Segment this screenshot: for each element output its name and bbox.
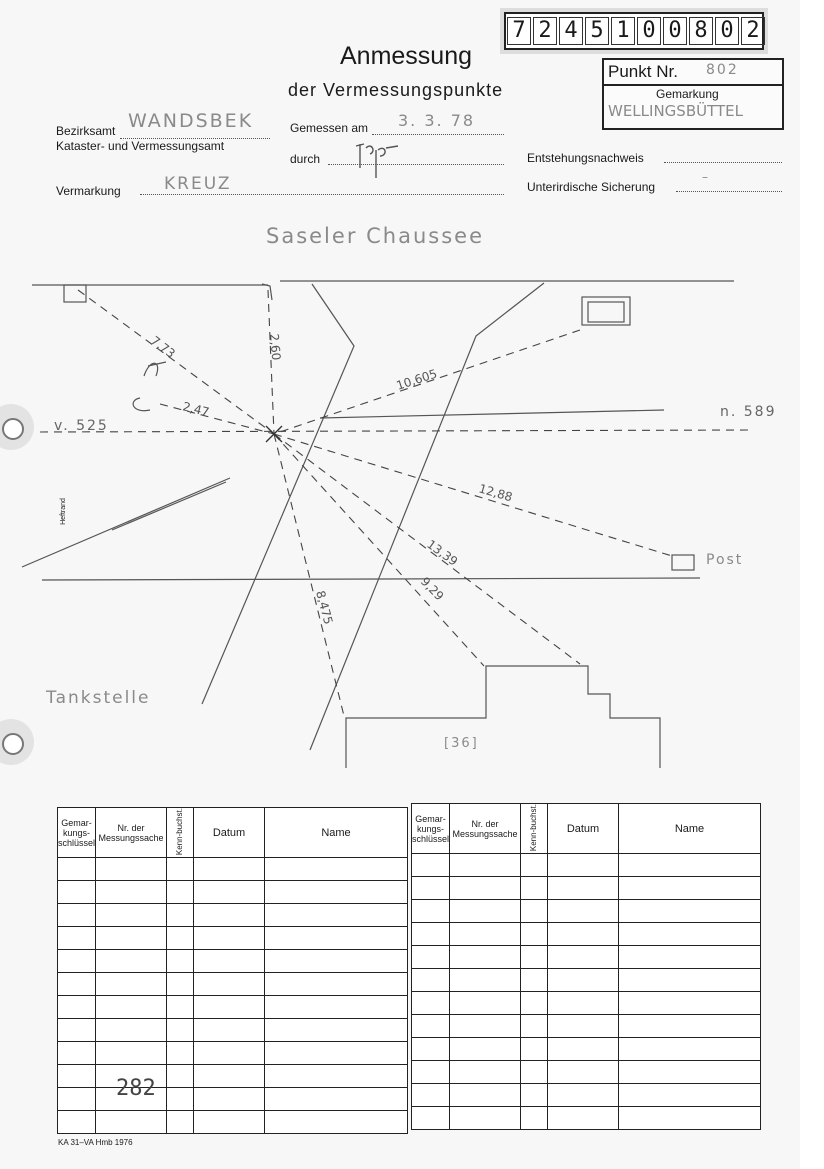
col-key-header: Gemar-kungs-schlüssel	[412, 804, 450, 854]
vermarkung-label: Vermarkung	[56, 184, 121, 198]
table-cell[interactable]	[521, 1061, 548, 1084]
table-cell[interactable]	[96, 881, 167, 904]
table-cell[interactable]	[167, 973, 194, 996]
table-row	[58, 1111, 408, 1134]
table-cell[interactable]	[265, 1088, 408, 1111]
measure-line	[268, 290, 274, 434]
table-cell[interactable]	[194, 1065, 265, 1088]
table-cell[interactable]	[521, 923, 548, 946]
gemarkung-label: Gemarkung	[656, 87, 719, 101]
table-cell[interactable]	[521, 877, 548, 900]
col-name-header: Name	[265, 808, 408, 858]
table-cell[interactable]	[619, 1107, 761, 1130]
table-cell[interactable]	[58, 1065, 96, 1088]
table-cell[interactable]	[548, 923, 619, 946]
table-cell[interactable]	[58, 950, 96, 973]
entstehung-label: Entstehungsnachweis	[527, 151, 644, 165]
table-cell[interactable]	[194, 1088, 265, 1111]
table-cell[interactable]	[412, 923, 450, 946]
table-cell[interactable]	[194, 904, 265, 927]
table-row	[412, 992, 761, 1015]
table-cell[interactable]	[619, 969, 761, 992]
table-cell[interactable]	[412, 1015, 450, 1038]
table-cell[interactable]	[450, 1015, 521, 1038]
road-edge-line	[310, 283, 544, 750]
table-cell[interactable]	[619, 923, 761, 946]
table-cell[interactable]	[450, 1061, 521, 1084]
table-row	[58, 904, 408, 927]
measure-line	[274, 434, 672, 556]
id-digit: 0	[715, 17, 739, 45]
table-cell[interactable]	[265, 1019, 408, 1042]
table-cell[interactable]	[412, 969, 450, 992]
distance-label: 12,88	[477, 481, 515, 505]
post-box-inner	[588, 302, 624, 322]
post-box-shape	[582, 297, 630, 325]
id-digit: 2	[533, 17, 557, 45]
table-cell[interactable]	[619, 1038, 761, 1061]
table-row	[412, 1107, 761, 1130]
from-point-label: v. 525	[54, 418, 109, 434]
col-nr-header: Nr. der Messungssache	[450, 804, 521, 854]
table-cell[interactable]	[548, 1084, 619, 1107]
table-cell[interactable]	[167, 950, 194, 973]
table-cell[interactable]	[450, 992, 521, 1015]
table-row	[412, 969, 761, 992]
table-cell[interactable]	[548, 992, 619, 1015]
table-cell[interactable]	[58, 1019, 96, 1042]
table-cell[interactable]	[265, 1111, 408, 1134]
table-cell[interactable]	[521, 1038, 548, 1061]
durch-label: durch	[290, 152, 321, 166]
table-cell[interactable]	[58, 1042, 96, 1065]
table-row	[412, 854, 761, 877]
id-digit: 5	[585, 17, 609, 45]
measure-line	[160, 404, 274, 434]
measure-line	[274, 434, 344, 716]
tree-symbol	[133, 362, 166, 411]
table-cell[interactable]	[167, 996, 194, 1019]
table-row	[58, 996, 408, 1019]
measure-line	[274, 434, 484, 666]
gemessen-label: Gemessen am	[290, 121, 369, 135]
table-cell[interactable]	[96, 973, 167, 996]
distance-label: 9,29	[417, 574, 447, 604]
table-cell[interactable]	[265, 881, 408, 904]
table-cell[interactable]	[96, 904, 167, 927]
measure-line	[78, 290, 274, 434]
table-row	[58, 1065, 408, 1088]
table-cell[interactable]	[412, 1107, 450, 1130]
building-outline	[346, 666, 660, 768]
table-cell[interactable]	[412, 854, 450, 877]
distance-label: 2,60	[267, 333, 284, 361]
col-kenn-header: Kenn-buchst.	[521, 804, 548, 854]
table-cell[interactable]	[412, 992, 450, 1015]
table-cell[interactable]	[450, 854, 521, 877]
table-cell[interactable]	[58, 973, 96, 996]
to-point-label: n. 589	[720, 404, 777, 420]
table-cell[interactable]	[521, 992, 548, 1015]
col-key-header: Gemar-kungs-schlüssel	[58, 808, 96, 858]
table-cell[interactable]	[194, 1111, 265, 1134]
id-digit: 0	[637, 17, 661, 45]
table-row	[58, 1019, 408, 1042]
form-footer: KA 31–VA Hmb 1976	[58, 1138, 133, 1147]
table-cell[interactable]	[58, 1088, 96, 1111]
table-cell[interactable]	[194, 996, 265, 1019]
table-cell[interactable]	[265, 858, 408, 881]
distance-label: 8,475	[313, 589, 336, 626]
table-cell[interactable]	[548, 946, 619, 969]
building-number: [36]	[444, 736, 479, 751]
table-row	[412, 1015, 761, 1038]
post-label: Post	[706, 552, 744, 568]
table-cell[interactable]	[521, 946, 548, 969]
table-cell[interactable]	[167, 1019, 194, 1042]
table-cell[interactable]	[548, 1107, 619, 1130]
table-cell[interactable]	[167, 858, 194, 881]
table-cell[interactable]	[450, 923, 521, 946]
col-datum-header: Datum	[194, 808, 265, 858]
table-row	[58, 881, 408, 904]
table-cell[interactable]	[265, 950, 408, 973]
table-cell[interactable]	[167, 904, 194, 927]
table-cell[interactable]	[194, 1019, 265, 1042]
edge-line	[22, 478, 230, 567]
table-cell[interactable]	[619, 854, 761, 877]
table-row	[58, 973, 408, 996]
table-cell[interactable]	[450, 946, 521, 969]
distance-label: 7,73	[148, 333, 178, 361]
table-cell[interactable]	[619, 877, 761, 900]
table-cell[interactable]	[619, 946, 761, 969]
table-cell[interactable]	[194, 927, 265, 950]
table-cell[interactable]	[194, 950, 265, 973]
table-cell[interactable]	[96, 950, 167, 973]
distance-label: 13,39	[424, 537, 461, 569]
table-cell[interactable]	[521, 1015, 548, 1038]
bezirksamt-value: WANDSBEK	[128, 110, 254, 132]
table-row	[412, 1038, 761, 1061]
table-cell[interactable]	[412, 877, 450, 900]
table-cell[interactable]	[521, 969, 548, 992]
table-cell[interactable]	[58, 996, 96, 1019]
table-cell[interactable]	[265, 1065, 408, 1088]
table-cell[interactable]	[548, 1061, 619, 1084]
table-cell[interactable]	[619, 1015, 761, 1038]
table-cell[interactable]	[450, 1084, 521, 1107]
kerb-corner	[262, 284, 272, 300]
punkt-label: Punkt Nr.	[608, 62, 678, 81]
table-cell[interactable]	[521, 1084, 548, 1107]
col-nr-header: Nr. der Messungssache	[96, 808, 167, 858]
table-cell[interactable]	[450, 1038, 521, 1061]
table-row	[58, 858, 408, 881]
id-digit: 8	[689, 17, 713, 45]
table-row	[412, 946, 761, 969]
post-marker	[672, 555, 694, 570]
table-cell[interactable]	[167, 1111, 194, 1134]
table-cell[interactable]	[521, 1107, 548, 1130]
col-datum-header: Datum	[548, 804, 619, 854]
gemessen-value: 3. 3. 78	[398, 111, 476, 130]
table-cell[interactable]	[521, 854, 548, 877]
table-row	[58, 950, 408, 973]
table-cell[interactable]	[412, 1061, 450, 1084]
id-digit: 0	[663, 17, 687, 45]
id-digit: 2	[741, 17, 765, 45]
table-cell[interactable]	[58, 881, 96, 904]
table-cell[interactable]	[412, 900, 450, 923]
table-cell[interactable]	[548, 1038, 619, 1061]
table-cell[interactable]	[58, 927, 96, 950]
table-cell[interactable]	[96, 858, 167, 881]
table-cell[interactable]	[265, 996, 408, 1019]
table-cell[interactable]	[619, 900, 761, 923]
table-cell[interactable]	[265, 927, 408, 950]
sicherung-value: –	[702, 170, 710, 184]
table-row	[412, 1084, 761, 1107]
id-digit: 4	[559, 17, 583, 45]
table-cell[interactable]	[548, 877, 619, 900]
table-row	[412, 900, 761, 923]
col-kenn-header: Kenn-buchst.	[167, 808, 194, 858]
heftrand-label: Heftrand	[59, 498, 67, 525]
measure-baseline	[40, 430, 750, 432]
table-cell[interactable]	[548, 1015, 619, 1038]
table-cell[interactable]	[167, 881, 194, 904]
table-cell[interactable]	[96, 927, 167, 950]
footpath-line	[320, 410, 664, 418]
table-cell[interactable]	[412, 946, 450, 969]
col-name-header: Name	[619, 804, 761, 854]
table-cell[interactable]	[194, 881, 265, 904]
form-title: Anmessung	[340, 42, 473, 70]
table-cell[interactable]	[194, 858, 265, 881]
tankstelle-label: Tankstelle	[46, 688, 151, 708]
street-name: Saseler Chaussee	[266, 224, 484, 248]
edge-line	[112, 482, 226, 530]
form-subtitle: der Vermessungspunkte	[288, 80, 504, 100]
table-cell[interactable]	[450, 877, 521, 900]
sicherung-label: Unterirdische Sicherung	[527, 180, 656, 194]
table-row	[412, 877, 761, 900]
table-row	[58, 1088, 408, 1111]
gemarkung-value: WELLINGSBÜTTEL	[608, 102, 743, 120]
table-cell[interactable]	[58, 858, 96, 881]
table-cell[interactable]	[167, 927, 194, 950]
table-cell[interactable]	[265, 904, 408, 927]
table-row	[58, 927, 408, 950]
distance-label: 2,47	[181, 399, 211, 420]
margin-number: 282	[116, 1076, 156, 1101]
distance-label: 10,605	[394, 366, 439, 393]
register-table-right	[411, 803, 761, 1130]
table-cell[interactable]	[450, 900, 521, 923]
table-cell[interactable]	[96, 1111, 167, 1134]
id-digit: 1	[611, 17, 635, 45]
table-cell[interactable]	[619, 1084, 761, 1107]
table-cell[interactable]	[58, 904, 96, 927]
table-cell[interactable]	[412, 1038, 450, 1061]
table-cell[interactable]	[167, 1042, 194, 1065]
table-cell[interactable]	[167, 1065, 194, 1088]
table-cell[interactable]	[96, 1042, 167, 1065]
id-digit: 7	[507, 17, 531, 45]
table-cell[interactable]	[58, 1111, 96, 1134]
table-cell[interactable]	[548, 900, 619, 923]
table-cell[interactable]	[548, 854, 619, 877]
table-cell[interactable]	[548, 969, 619, 992]
table-cell[interactable]	[167, 1088, 194, 1111]
table-cell[interactable]	[265, 1042, 408, 1065]
table-row	[58, 1042, 408, 1065]
table-cell[interactable]	[194, 1042, 265, 1065]
table-cell[interactable]	[96, 1019, 167, 1042]
table-row	[412, 1061, 761, 1084]
amt-label: Kataster- und Vermessungsamt	[56, 139, 225, 153]
table-cell[interactable]	[450, 1107, 521, 1130]
table-cell[interactable]	[194, 973, 265, 996]
table-cell[interactable]	[96, 996, 167, 1019]
table-cell[interactable]	[265, 973, 408, 996]
table-row	[412, 923, 761, 946]
table-cell[interactable]	[450, 969, 521, 992]
bezirksamt-label: Bezirksamt	[56, 124, 116, 138]
table-cell[interactable]	[619, 992, 761, 1015]
footpath-line	[42, 578, 700, 580]
punkt-value: 802	[706, 62, 739, 78]
table-cell[interactable]	[619, 1061, 761, 1084]
table-cell[interactable]	[412, 1084, 450, 1107]
vermarkung-value: KREUZ	[164, 174, 232, 194]
register-table-left	[57, 807, 408, 1134]
table-cell[interactable]	[521, 900, 548, 923]
